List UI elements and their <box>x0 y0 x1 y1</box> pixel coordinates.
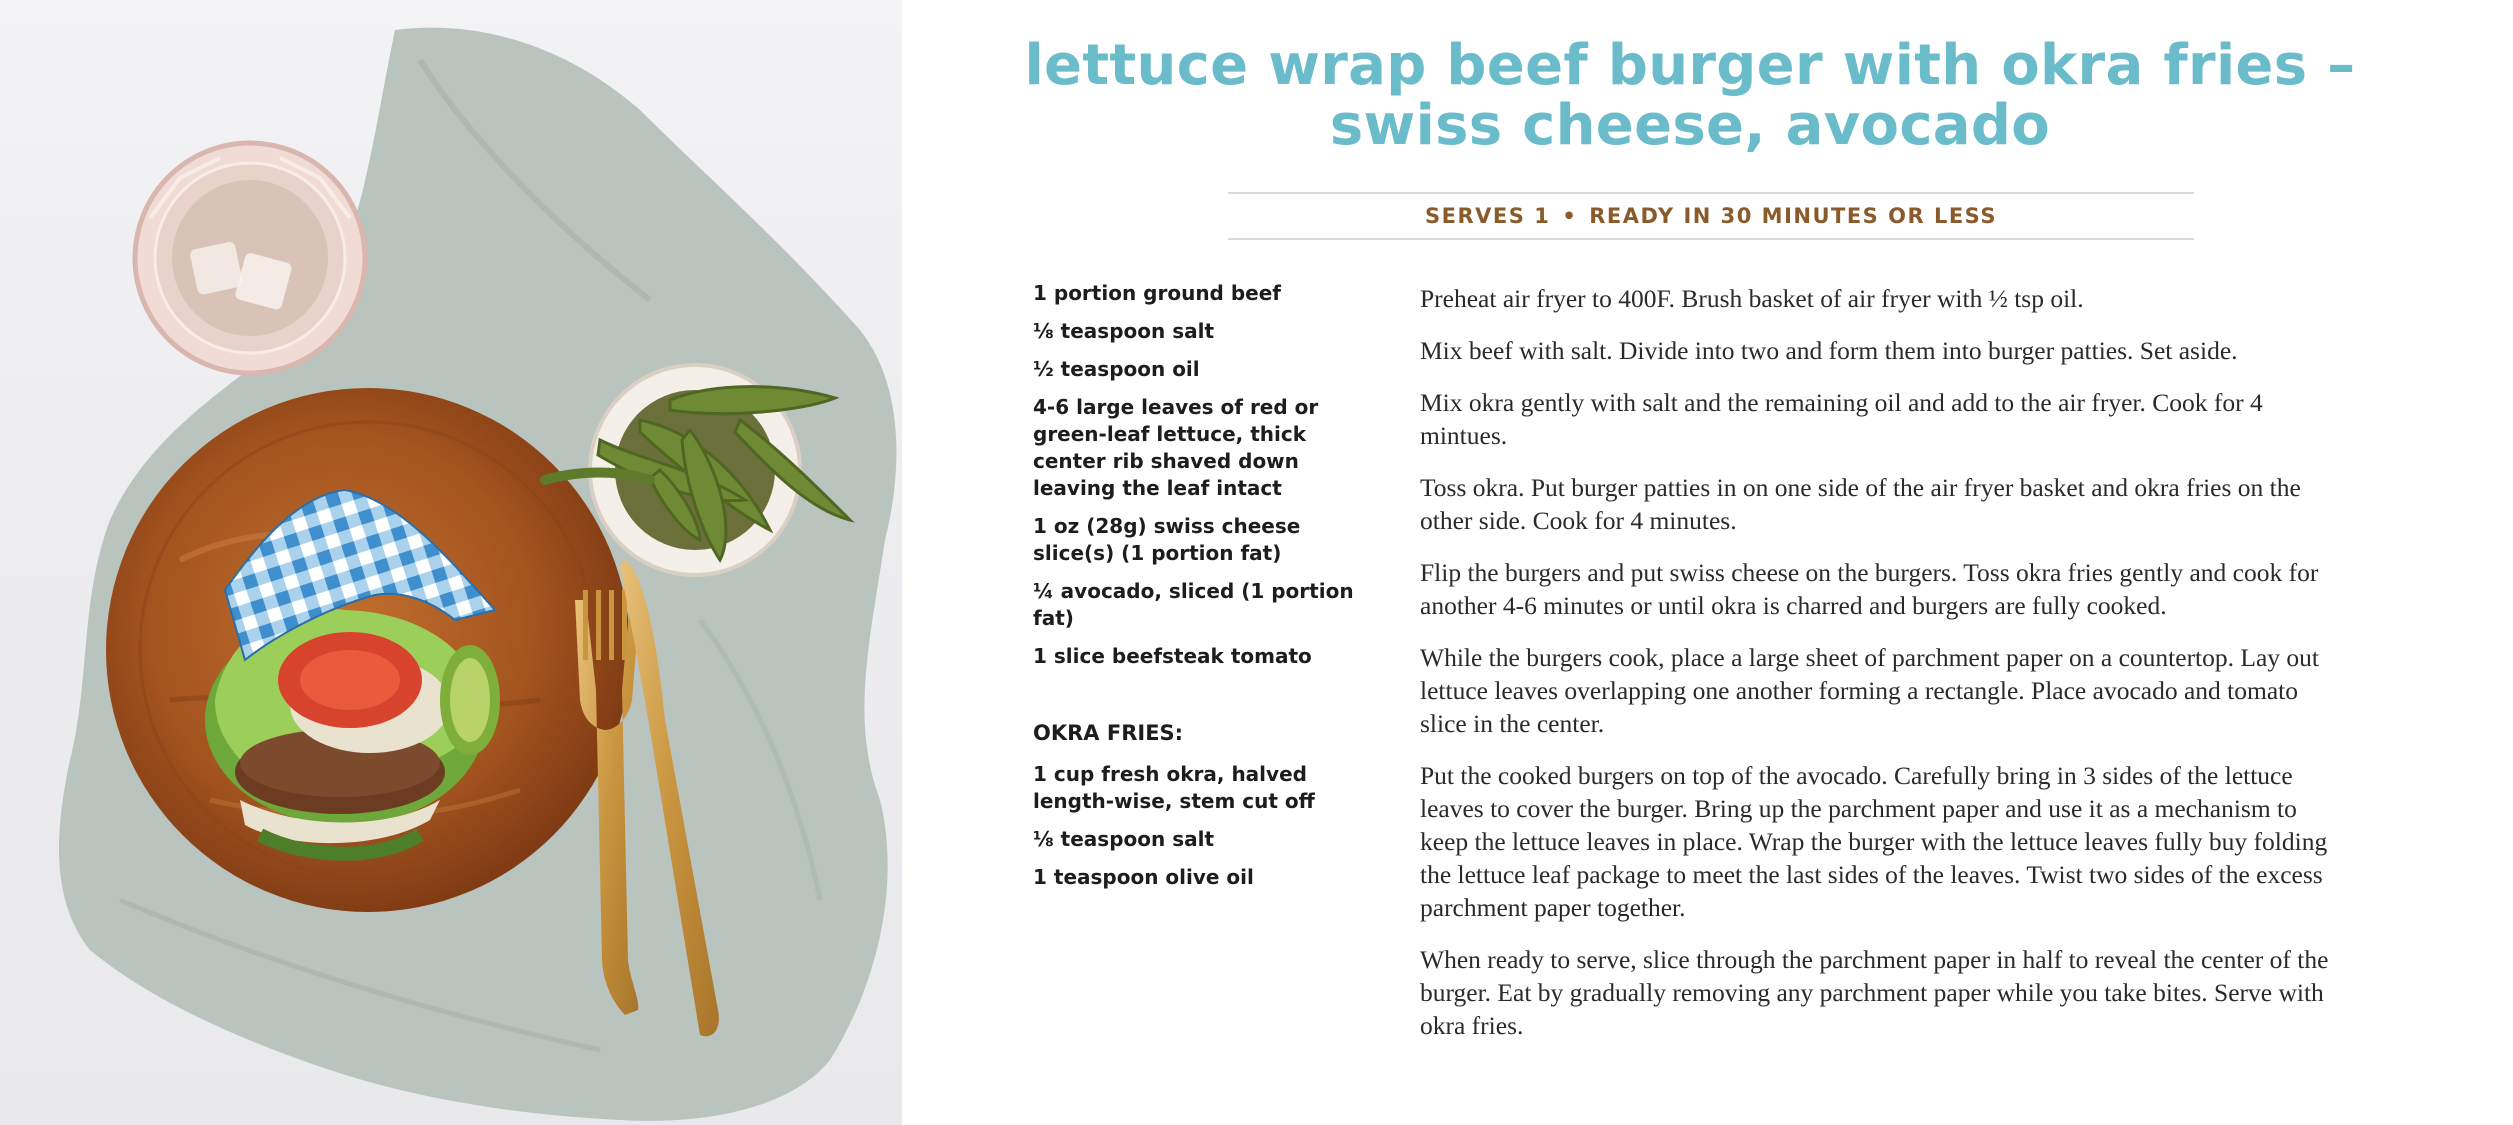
okra-fries-heading: OKRA FRIES: <box>1033 721 1184 745</box>
method-step: Mix beef with salt. Divide into two and form them into burger patties. Set aside. <box>1420 336 2238 365</box>
method-step: Mix okra gently with salt and the remaining oil and add to the air fryer. Cook for 4 mintues. <box>1420 388 2263 450</box>
ingredient-item: 1 slice beefsteak tomato <box>1033 644 1312 668</box>
serves-label: SERVES 1 <box>1425 204 1551 228</box>
ingredient-item: 1 cup fresh okra, halved length-wise, stem cut off <box>1033 762 1315 813</box>
ready-time-label: READY IN 30 MINUTES OR LESS <box>1589 204 1997 228</box>
recipe-title-line-2: swiss cheese, avocado <box>1329 93 2051 158</box>
method-steps <box>1420 282 2340 1061</box>
recipe-photo <box>0 0 902 1125</box>
method-step: Toss okra. Put burger patties in on one side of the air fryer basket and okra fries on the other side. Cook for 4 minutes. <box>1420 473 2301 535</box>
recipe-title <box>1020 33 2360 158</box>
ingredient-item: ¼ avocado, sliced (1 portion fat) <box>1033 579 1354 630</box>
ingredient-item: ⅛ teaspoon salt <box>1033 827 1215 851</box>
ingredient-item: 4-6 large leaves of red or green-leaf lettuce, thick center rib shaved down leaving the leaf intact <box>1033 395 1319 500</box>
main-ingredients <box>1033 280 1378 670</box>
method-step: Preheat air fryer to 400F. Brush basket of air fryer with ½ tsp oil. <box>1420 284 2084 313</box>
ingredient-item: 1 oz (28g) swiss cheese slice(s) (1 portion fat) <box>1033 514 1301 565</box>
ingredients-list <box>1033 280 1378 902</box>
ingredient-item: ⅛ teaspoon salt <box>1033 319 1215 343</box>
method-step: When ready to serve, slice through the parchment paper in half to reveal the center of the burger. Eat by gradually removing any parchment paper while you take bites. Serve with okra fries. <box>1420 945 2329 1040</box>
method-step: While the burgers cook, place a large sheet of parchment paper on a countertop. Lay out lettuce leaves overlapping one another forming a rectangle. Place avocado and tomato slice in the center. <box>1420 643 2319 738</box>
recipe-title-line-1: lettuce wrap beef burger with okra fries – <box>1024 33 2356 98</box>
burger-photo-illustration <box>0 0 902 1125</box>
ingredient-item: 1 teaspoon olive oil <box>1033 865 1254 889</box>
drinking-glass <box>135 143 365 373</box>
okra-ingredients <box>1033 761 1378 891</box>
method-step: Put the cooked burgers on top of the avocado. Carefully bring in 3 sides of the lettuce leaves to cover the burger. Bring up the parchment paper and use it as a mechanism to keep the lettuce leaves in place. Wrap the burger with the lettuce leaves fully buy folding the lettuce leaf package to meet the last sides of the leaves. Twist two sides of the excess parchment paper together. <box>1420 761 2328 922</box>
method-step: Flip the burgers and put swiss cheese on the burgers. Toss okra fries gently and cook for another 4-6 minutes or until okra is charred and burgers are fully cooked. <box>1420 558 2319 620</box>
ingredient-item: 1 portion ground beef <box>1033 281 1281 305</box>
recipe-meta-bar <box>1228 192 2194 240</box>
ingredient-item: ½ teaspoon oil <box>1033 357 1200 381</box>
meta-separator: • <box>1562 204 1578 228</box>
